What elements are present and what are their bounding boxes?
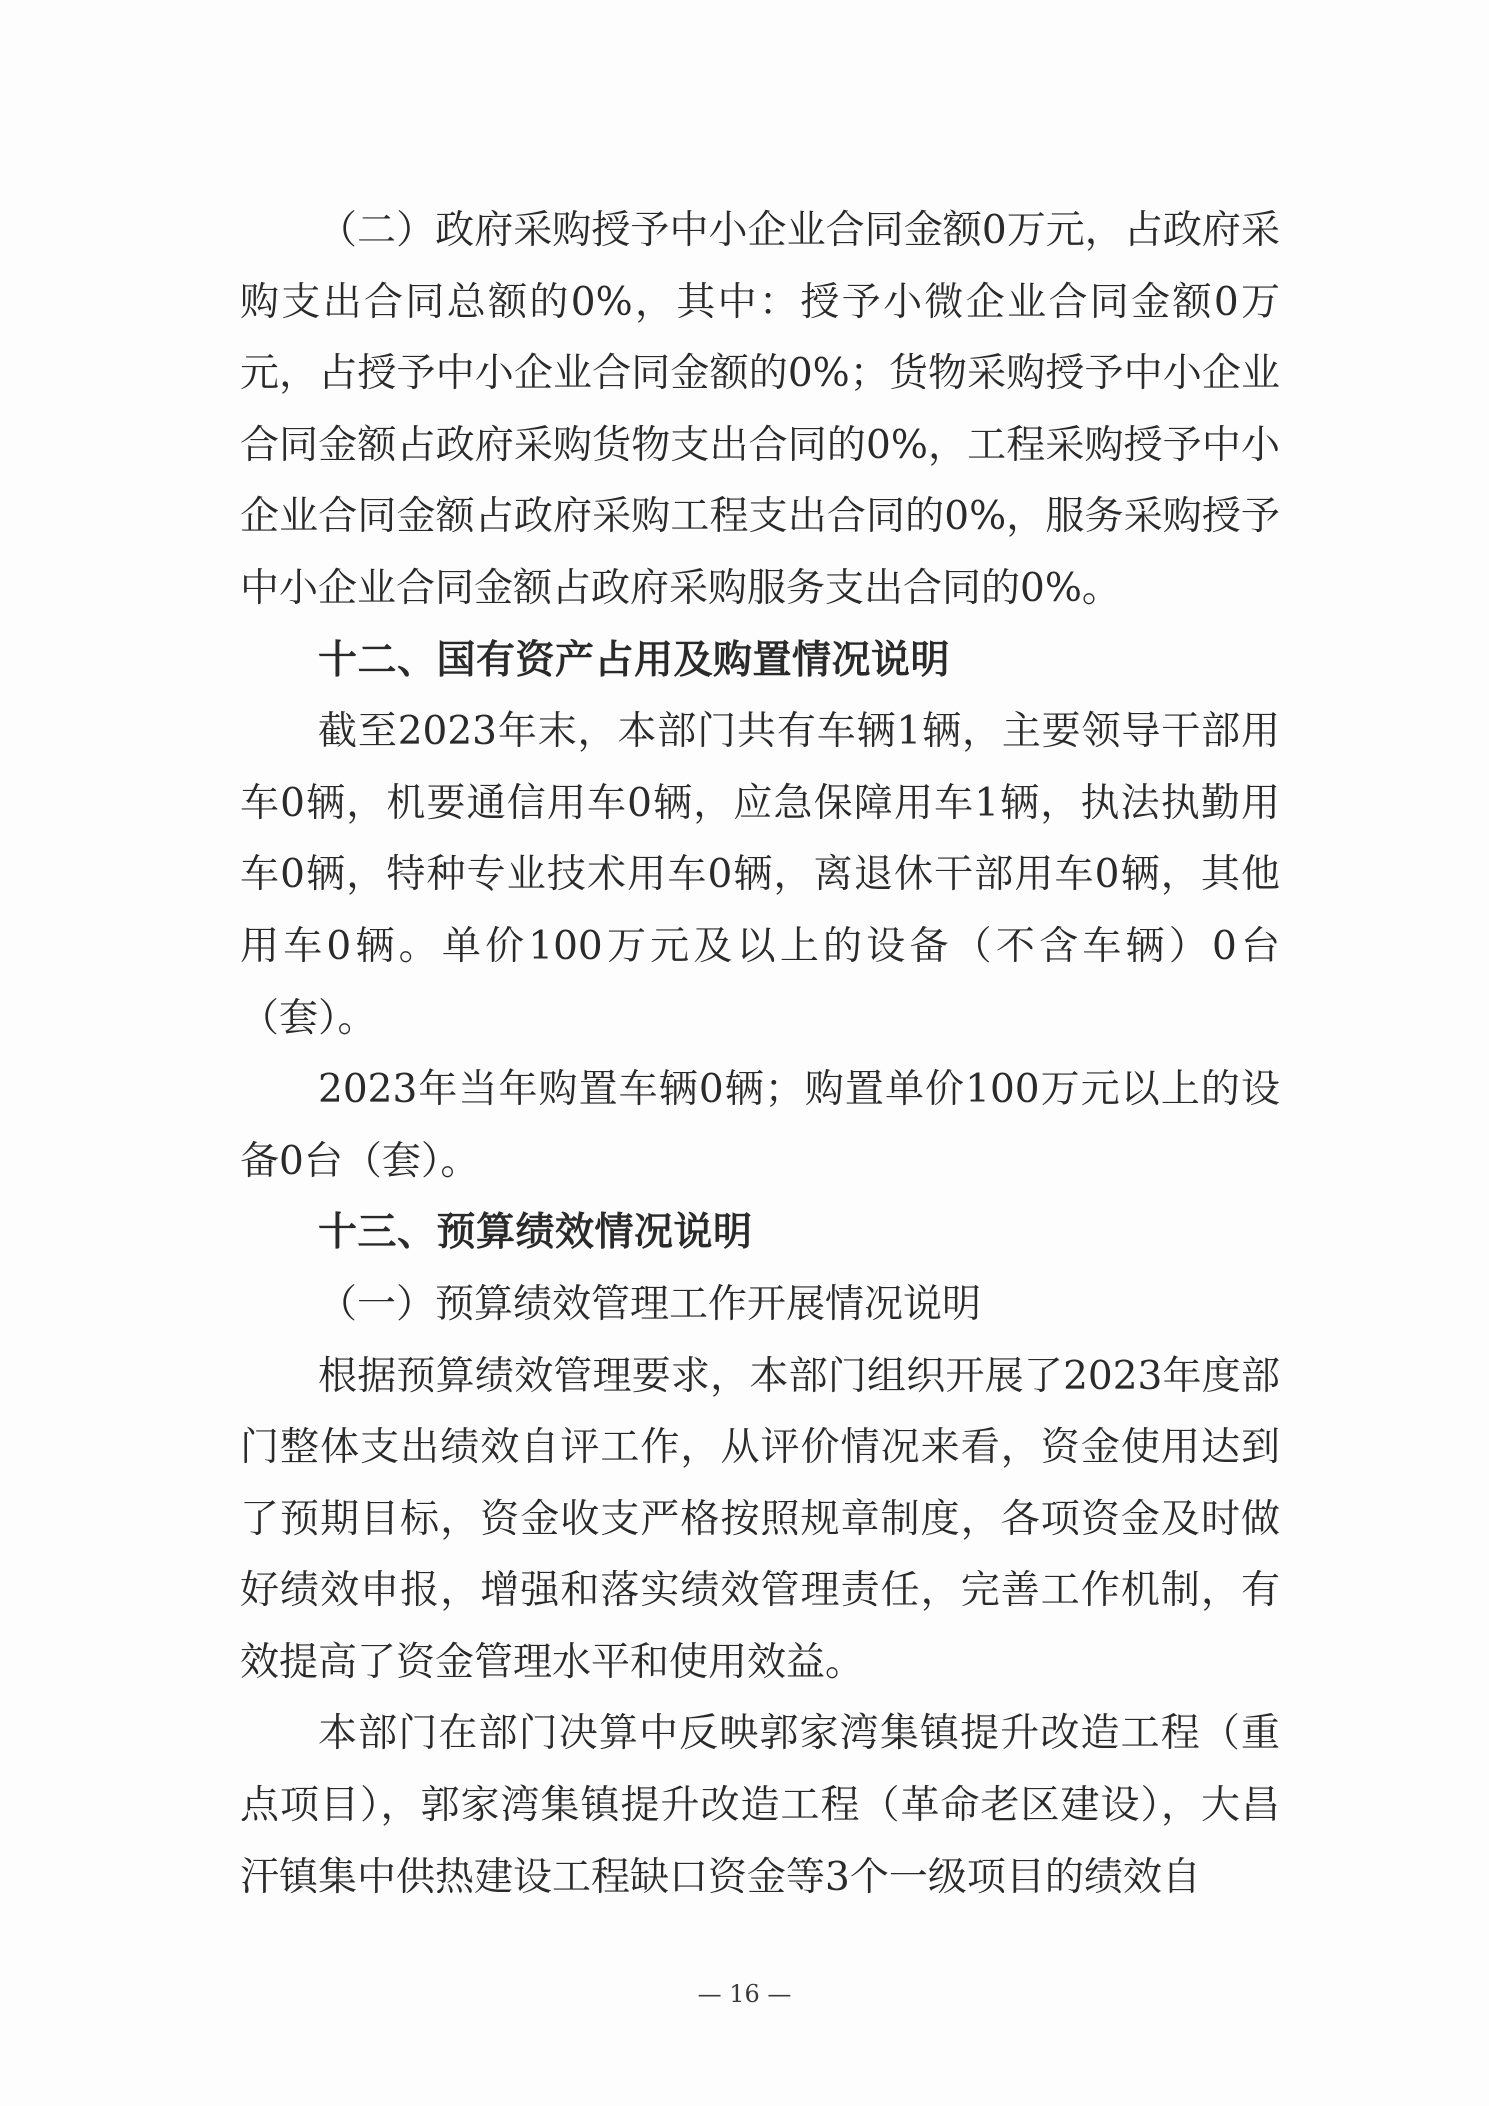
document-body [240,195,1280,1913]
paragraph-sme-procurement: （二）政府采购授予中小企业合同金额0万元，占政府采购支出合同总额的0%，其中：授予小微企业合同金额0万元，占授予中小企业合同金额的0%；货物采购授予中小企业合同金额占政府采购货物支出合同的0%，工程采购授予中小企业合同金额占政府采购工程支出合同的0%，服务采购授予中小企业合同金额占政府采购服务支出合同的0%。 [240,208,1280,611]
paragraph-vehicles-purchased: 2023年当年购置车辆0辆；购置单价100万元以上的设备0台（套）。 [240,1067,1280,1184]
heading-budget-performance: 十三、预算绩效情况说明 [318,1210,753,1256]
page-number: — 16 — [697,1980,792,2008]
paragraph-performance-evaluation: 根据预算绩效管理要求，本部门组织开展了2023年度部门整体支出绩效自评工作，从评价情况来看，资金使用达到了预期目标，资金收支严格按照规章制度，各项资金及时做好绩效申报，增强和落实绩效管理责任，完善工作机制，有效提高了资金管理水平和使用效益。 [240,1353,1280,1685]
paragraph-key-projects: 本部门在部门决算中反映郭家湾集镇提升改造工程（重点项目），郭家湾集镇提升改造工程（革命老区建设），大昌汗镇集中供热建设工程缺口资金等3个一级项目的绩效自 [240,1711,1280,1900]
heading-state-assets: 十二、国有资产占用及购置情况说明 [318,637,951,683]
paragraph-vehicles-owned: 截至2023年末，本部门共有车辆1辆，主要领导干部用车0辆，机要通信用车0辆，应急保障用车1辆，执法执勤用车0辆，特种专业技术用车0辆，离退休干部用车0辆，其他用车0辆。单价100万元及以上的设备（不含车辆）0台（套）。 [240,709,1280,1041]
subheading-performance-management: （一）预算绩效管理工作开展情况说明 [318,1281,982,1327]
